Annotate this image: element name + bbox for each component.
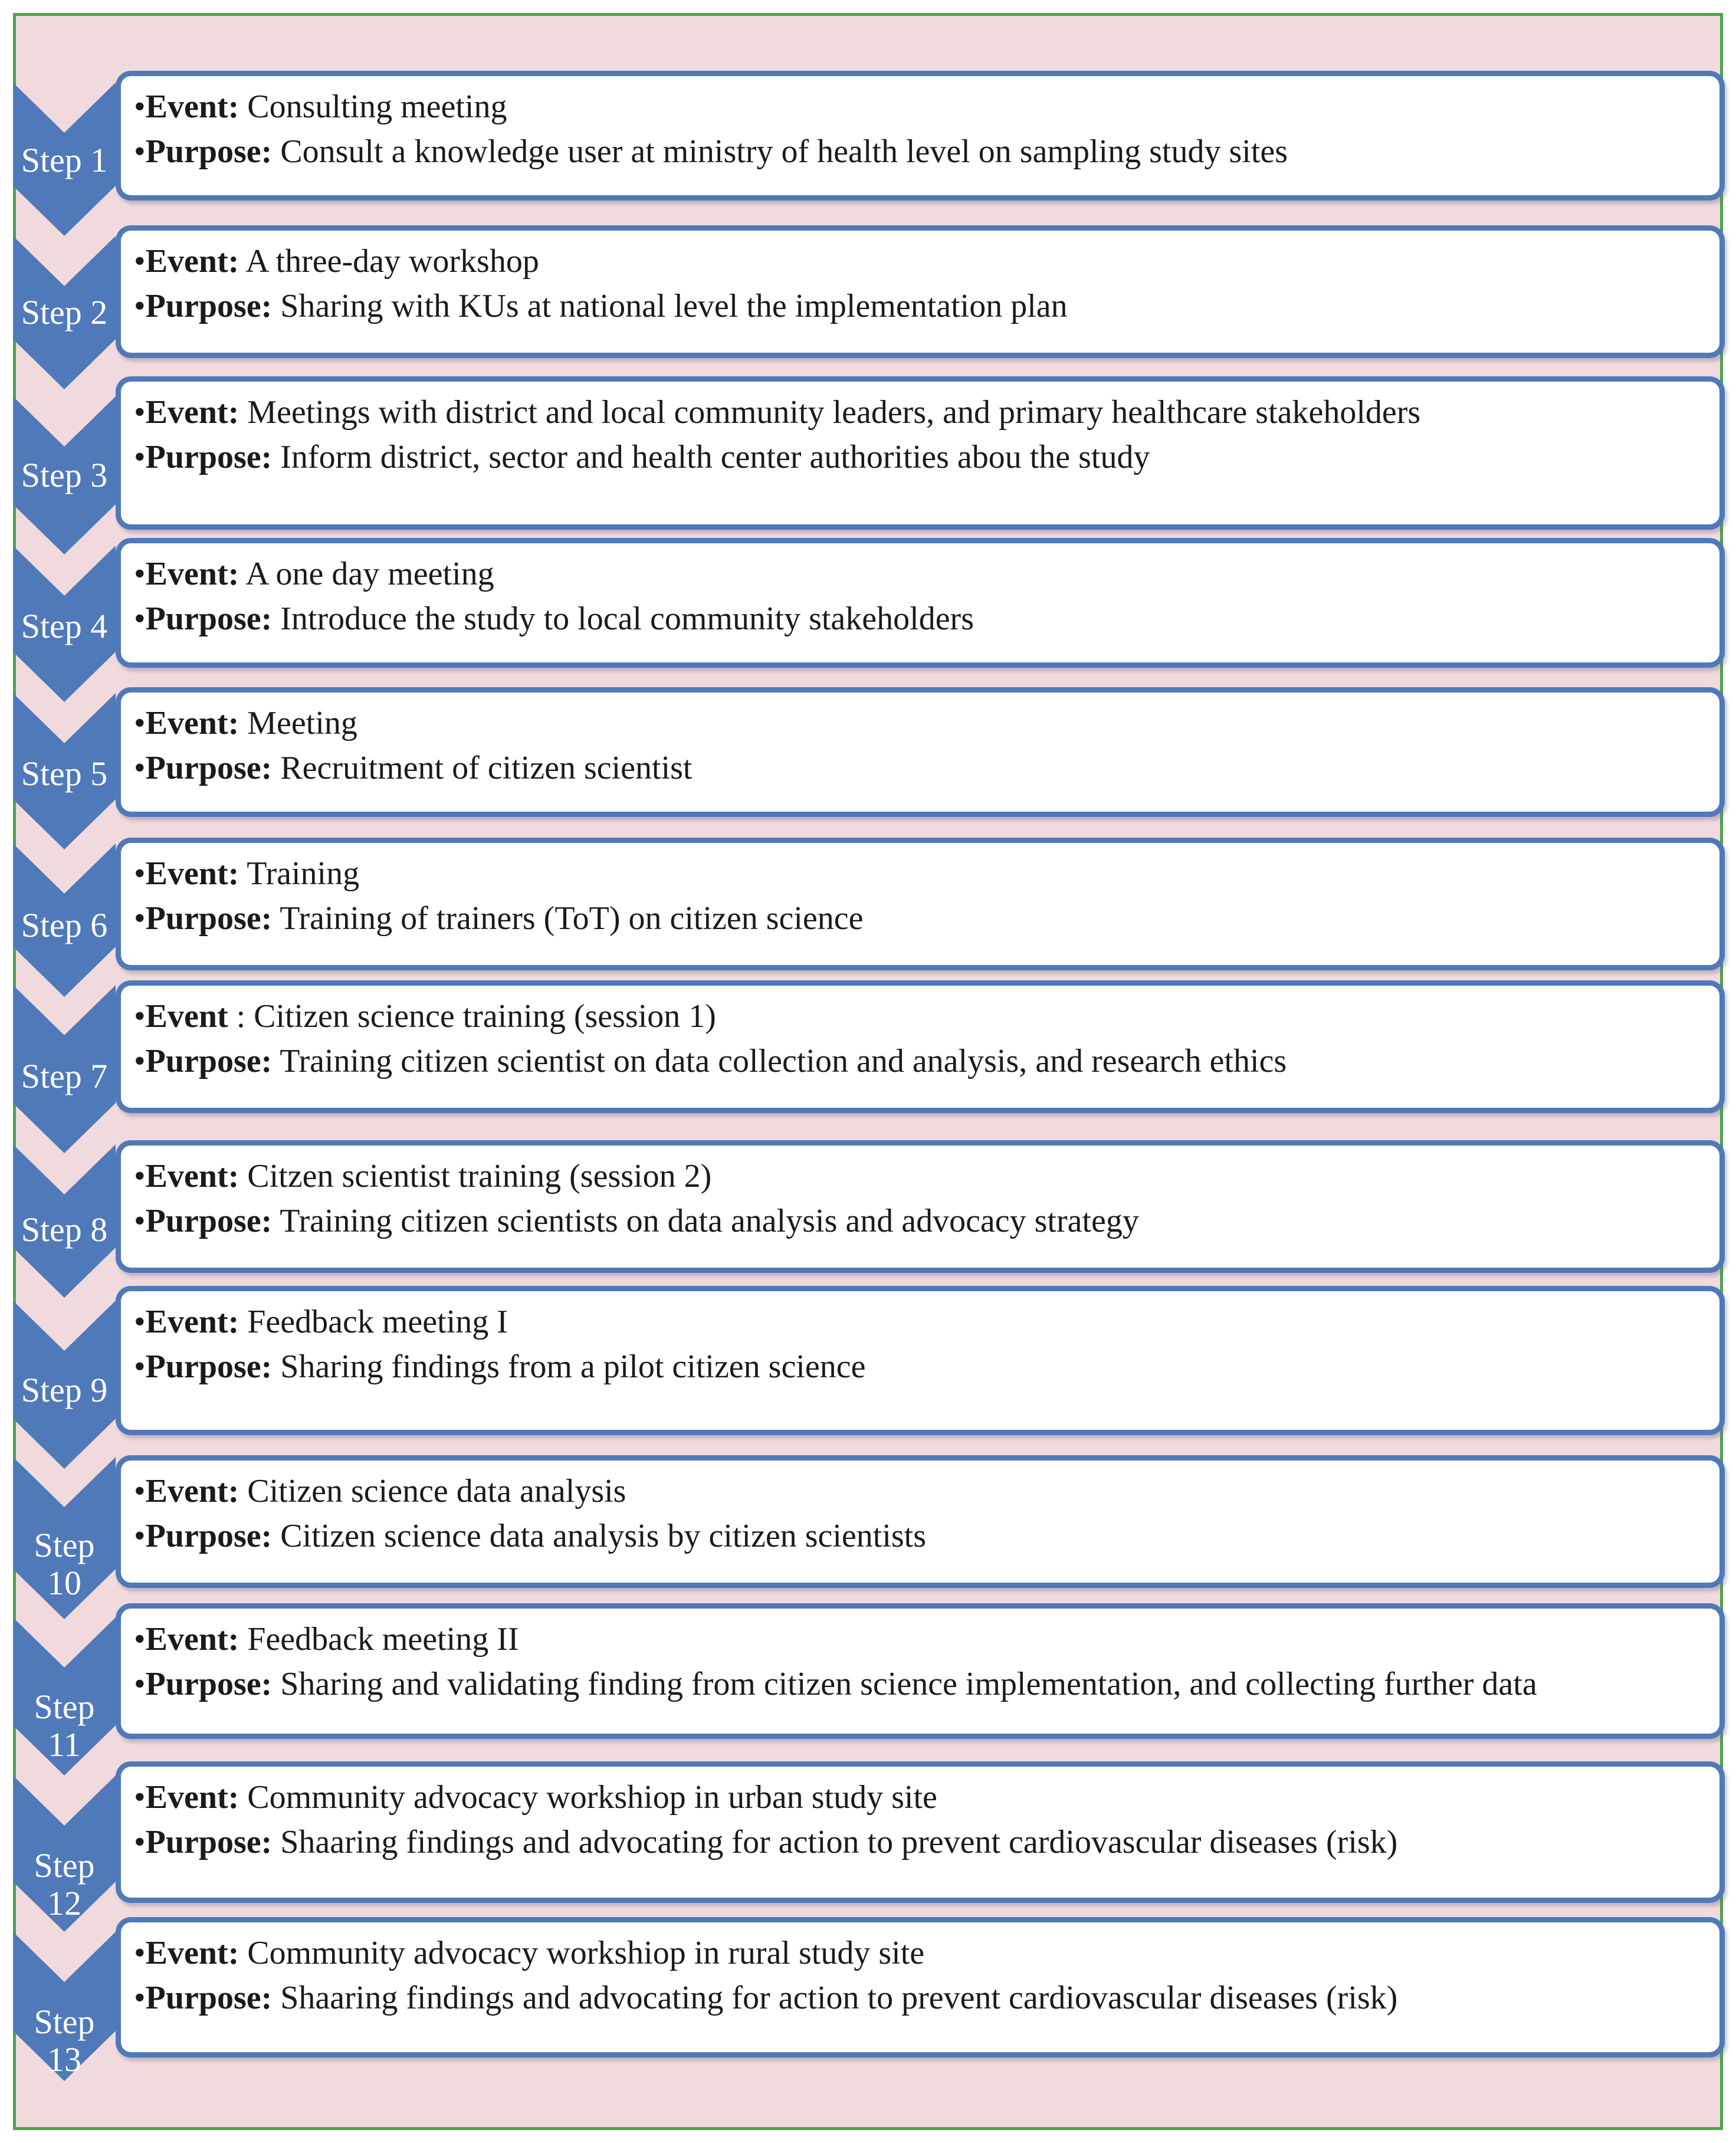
step-label: Step 3 xyxy=(21,456,108,494)
bullet: • xyxy=(134,600,146,637)
bullet: • xyxy=(134,88,146,125)
bullet: • xyxy=(134,1666,146,1702)
event-line xyxy=(134,552,1707,596)
step-number: 11 xyxy=(48,1725,81,1764)
event-line-label: Event: xyxy=(145,1779,239,1816)
step-number: 12 xyxy=(47,1884,81,1922)
event-line-label: Event: xyxy=(145,1621,239,1658)
event-line xyxy=(134,1775,1707,1820)
bullet: • xyxy=(134,1043,146,1079)
event-line xyxy=(134,851,1707,896)
event-line-label: Event: xyxy=(145,243,239,280)
step-label: Step 8 xyxy=(21,1210,108,1249)
event-line-text: Consulting meeting xyxy=(239,88,507,125)
step-label xyxy=(13,2003,116,2079)
purpose-line-label: Purpose: xyxy=(145,750,273,786)
step-card xyxy=(116,225,1725,358)
event-line-text: Community advocacy workshiop in urban study site xyxy=(239,1779,937,1816)
purpose-line-label: Purpose: xyxy=(145,1824,273,1860)
purpose-line-label: Purpose: xyxy=(145,133,273,170)
purpose-line-label: Purpose: xyxy=(145,900,273,937)
step-card xyxy=(116,71,1725,201)
bullet: • xyxy=(134,556,146,592)
purpose-line-label: Purpose: xyxy=(145,1043,273,1079)
event-line-label: Event: xyxy=(145,855,239,892)
purpose-line-text: Consult a knowledge user at ministry of health level on sampling study sites xyxy=(272,133,1288,170)
event-line-label: Event xyxy=(145,998,228,1035)
bullet: • xyxy=(134,705,146,741)
event-line-label: Event: xyxy=(145,1304,239,1340)
bullet: • xyxy=(134,1980,146,2016)
step-card xyxy=(116,1917,1725,2057)
step-card xyxy=(116,376,1725,530)
bullet: • xyxy=(134,439,146,475)
bullet: • xyxy=(134,1779,146,1816)
bullet: • xyxy=(134,855,146,892)
purpose-line xyxy=(134,1039,1707,1084)
purpose-line-text: Training citizen scientist on data collection and analysis, and research ethics xyxy=(272,1043,1287,1079)
bullet: • xyxy=(134,243,146,280)
step-word: Step xyxy=(34,1526,95,1564)
step-card xyxy=(116,1761,1725,1903)
purpose-line xyxy=(134,746,1707,790)
purpose-line xyxy=(134,896,1707,941)
purpose-line-label: Purpose: xyxy=(145,1518,273,1554)
event-line-text: Training xyxy=(239,855,360,892)
step-label: Step 2 xyxy=(21,293,108,332)
purpose-line-text: Citizen science data analysis by citizen scientists xyxy=(272,1518,927,1554)
event-line xyxy=(134,701,1707,746)
purpose-line-label: Purpose: xyxy=(145,1203,273,1239)
bullet: • xyxy=(134,998,146,1035)
purpose-line-label: Purpose: xyxy=(145,1980,273,2016)
purpose-line xyxy=(134,435,1707,480)
purpose-line-label: Purpose: xyxy=(145,288,273,324)
event-line xyxy=(134,390,1707,435)
step-number: 10 xyxy=(47,1564,81,1602)
event-line-label: Event: xyxy=(145,1158,239,1194)
bullet: • xyxy=(134,133,146,170)
step-card xyxy=(116,838,1725,970)
purpose-line xyxy=(134,1344,1707,1389)
bullet: • xyxy=(134,750,146,786)
bullet: • xyxy=(134,1304,146,1340)
step-label: Step 5 xyxy=(21,754,108,793)
event-line-text: Feedback meeting II xyxy=(239,1621,519,1658)
event-line-text: : Citizen science training (session 1) xyxy=(228,998,716,1035)
purpose-line-text: Training citizen scientists on data analysis and advocacy strategy xyxy=(272,1203,1139,1239)
event-line xyxy=(134,239,1707,284)
event-line xyxy=(134,994,1707,1039)
bullet: • xyxy=(134,1935,146,1971)
event-line-label: Event: xyxy=(145,88,239,125)
event-line-label: Event: xyxy=(145,1473,239,1509)
purpose-line xyxy=(134,1820,1707,1865)
event-line xyxy=(134,1931,1707,1975)
purpose-line-text: Shaaring findings and advocating for action to prevent cardiovascular diseases (risk) xyxy=(272,1980,1398,2016)
event-line xyxy=(134,1154,1707,1199)
step-card xyxy=(116,1286,1725,1435)
step-label: Step 4 xyxy=(21,607,108,645)
step-label: Step 9 xyxy=(21,1371,108,1409)
step-label: Step 7 xyxy=(21,1057,108,1095)
event-line-label: Event: xyxy=(145,1935,239,1971)
step-label: Step 6 xyxy=(21,906,108,944)
step-word: Step xyxy=(34,2003,95,2041)
step-card xyxy=(116,980,1725,1113)
event-line-text: Citzen scientist training (session 2) xyxy=(239,1158,712,1194)
event-line-label: Event: xyxy=(145,394,239,431)
step-number: 13 xyxy=(47,2040,81,2079)
purpose-line xyxy=(134,596,1707,641)
purpose-line xyxy=(134,284,1707,329)
event-line-text: Feedback meeting I xyxy=(239,1304,508,1340)
step-card xyxy=(116,1455,1725,1588)
event-line-label: Event: xyxy=(145,705,239,741)
purpose-line-text: Training of trainers (ToT) on citizen science xyxy=(272,900,864,937)
event-line xyxy=(134,1469,1707,1514)
bullet: • xyxy=(134,1621,146,1658)
step-card xyxy=(116,1140,1725,1273)
event-line xyxy=(134,84,1707,129)
purpose-line-label: Purpose: xyxy=(145,1348,273,1385)
purpose-line xyxy=(134,1662,1707,1706)
step-label xyxy=(13,1527,116,1602)
purpose-line xyxy=(134,1514,1707,1558)
event-line xyxy=(134,1299,1707,1344)
step-word: Step xyxy=(34,1846,95,1885)
bullet: • xyxy=(134,1518,146,1554)
step-card xyxy=(116,687,1725,817)
purpose-line-label: Purpose: xyxy=(145,439,273,475)
event-line-text: Meeting xyxy=(239,705,357,741)
purpose-line xyxy=(134,129,1707,174)
purpose-line-text: Inform district, sector and health center authorities abou the study xyxy=(272,439,1150,475)
bullet: • xyxy=(134,1348,146,1385)
event-line-text: A one day meeting xyxy=(239,556,494,592)
purpose-line-text: Sharing with KUs at national level the implementation plan xyxy=(272,288,1068,324)
event-line-text: A three-day workshop xyxy=(239,243,539,280)
bullet: • xyxy=(134,1473,146,1509)
bullet: • xyxy=(134,900,146,937)
step-label xyxy=(13,1688,116,1764)
event-line-text: Meetings with district and local community leaders, and primary healthcare stakeholders xyxy=(239,394,1421,431)
step-label xyxy=(13,1847,116,1922)
purpose-line-label: Purpose: xyxy=(145,1666,273,1702)
event-line-text: Community advocacy workshiop in rural study site xyxy=(239,1935,925,1971)
bullet: • xyxy=(134,1203,146,1239)
purpose-line-text: Shaaring findings and advocating for action to prevent cardiovascular diseases (risk) xyxy=(272,1824,1398,1860)
bullet: • xyxy=(134,394,146,431)
step-label: Step 1 xyxy=(21,141,108,179)
step-card xyxy=(116,538,1725,668)
purpose-line-text: Sharing findings from a pilot citizen science xyxy=(272,1348,866,1385)
event-line-label: Event: xyxy=(145,556,239,592)
bullet: • xyxy=(134,288,146,324)
event-line-text: Citizen science data analysis xyxy=(239,1473,626,1509)
purpose-line xyxy=(134,1975,1707,2020)
purpose-line-text: Recruitment of citizen scientist xyxy=(272,750,693,786)
bullet: • xyxy=(134,1158,146,1194)
bullet: • xyxy=(134,1824,146,1860)
step-card xyxy=(116,1603,1725,1739)
event-line xyxy=(134,1617,1707,1662)
purpose-line-text: Sharing and validating finding from citizen science implementation, and collecting further data xyxy=(272,1666,1537,1702)
purpose-line-label: Purpose: xyxy=(145,600,273,637)
step-word: Step xyxy=(34,1688,95,1726)
purpose-line-text: Introduce the study to local community stakeholders xyxy=(272,600,974,637)
purpose-line xyxy=(134,1199,1707,1243)
